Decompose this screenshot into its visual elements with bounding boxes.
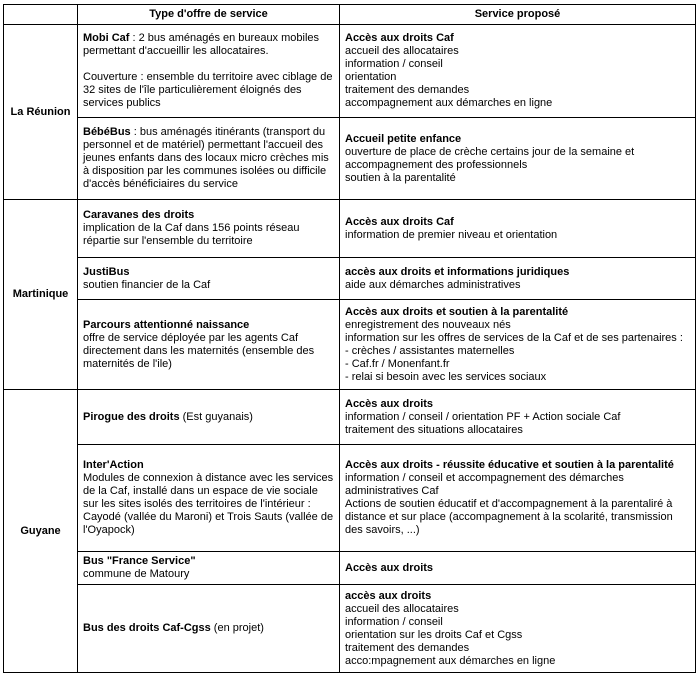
text-line: - relai si besoin avec les services sociaux	[345, 370, 547, 383]
text-line: soutien financier de la Caf	[83, 278, 211, 291]
table-body	[4, 25, 696, 673]
column-header-2: Service proposé	[340, 5, 696, 25]
text-line: Mobi Caf : 2 bus aménagés en bureaux mobiles permettant d'accueillir les allocataires.	[83, 32, 320, 57]
text-line: Couverture : ensemble du territoire avec ciblage de 32 sites de l'île particulièrement éloignés des services publics	[83, 71, 333, 109]
text-line: information / conseil et accompagnement des démarches administratives Caf	[345, 472, 624, 497]
text-line: information / conseil	[345, 615, 443, 628]
region-cell: Guyane	[4, 390, 78, 673]
text-line: Caravanes des droits	[83, 209, 195, 221]
text-line: commune de Matoury	[83, 568, 190, 580]
service-cell	[340, 585, 696, 673]
type-cell	[78, 25, 340, 118]
column-header-0	[4, 5, 78, 25]
service-cell	[340, 200, 696, 258]
text-line	[83, 58, 334, 71]
service-cell	[340, 25, 696, 118]
text-line: traitement des demandes	[345, 641, 470, 654]
text-line: traitement des situations allocataires	[345, 423, 523, 436]
text-line: accès aux droits et informations juridiques	[345, 265, 570, 278]
text-line: - crèches / assistantes maternelles	[345, 344, 515, 357]
text-line: Accès aux droits Caf	[345, 215, 454, 228]
text-line: accompagnement aux démarches en ligne	[345, 97, 553, 109]
table-row	[4, 445, 696, 552]
text-line: information / conseil	[345, 58, 443, 70]
service-offers-table	[3, 4, 696, 673]
text-line: Accès aux droits et soutien à la parentalité	[345, 305, 569, 318]
table-row	[4, 300, 696, 390]
service-cell	[340, 390, 696, 445]
text-line: acco:mpagnement aux démarches en ligne	[345, 654, 556, 667]
type-cell	[78, 300, 340, 390]
column-header-1: Type d'offre de service	[78, 5, 340, 25]
service-cell	[340, 258, 696, 300]
text-line: information / conseil / orientation PF + Action sociale Caf	[345, 410, 621, 423]
text-line: Accès aux droits Caf	[345, 32, 454, 44]
text-line: implication de la Caf dans 156 points réseau répartie sur l'ensemble du territoire	[83, 222, 300, 247]
service-cell	[340, 445, 696, 552]
text-line: enregistrement des nouveaux nés	[345, 318, 511, 331]
type-cell	[78, 390, 340, 445]
text-line: accès aux droits	[345, 589, 432, 602]
text-line: Accueil petite enfance	[345, 132, 462, 145]
text-line: Accès aux droits	[345, 397, 434, 410]
table-row	[4, 390, 696, 445]
text-line: information de premier niveau et orientation	[345, 228, 558, 241]
text-line: Accès aux droits - réussite éducative et soutien à la parentalité	[345, 459, 674, 471]
region-cell: La Réunion	[4, 25, 78, 200]
service-cell	[340, 118, 696, 200]
text-line: Bus "France Service"	[83, 555, 196, 567]
text-line: ouverture de place de crèche certains jour de la semaine et accompagnement des professionnels	[345, 145, 635, 171]
text-line: Bus des droits Caf-Cgss (en projet)	[83, 622, 264, 634]
text-line: information sur les offres de services de la Caf et de ses partenaires :	[345, 331, 683, 344]
table-row	[4, 552, 696, 585]
type-cell	[78, 200, 340, 258]
type-cell	[78, 552, 340, 585]
table-row	[4, 200, 696, 258]
text-line: orientation sur les droits Caf et Cgss	[345, 628, 523, 641]
type-cell	[78, 258, 340, 300]
type-cell	[78, 445, 340, 552]
region-cell: Martinique	[4, 200, 78, 390]
text-line: Parcours attentionné naissance	[83, 318, 250, 331]
header-row	[4, 5, 696, 25]
service-cell	[340, 552, 696, 585]
text-line: soutien à la parentalité	[345, 171, 456, 184]
text-line: BébéBus : bus aménagés itinérants (transport du personnel et de matériel) permettant l'accueil des jeunes enfants dans des locaux micro crèches mis à disposition par les communes isolées ou difficile d'accès bénéficiaires du service	[83, 126, 329, 190]
text-line: Actions de soutien éducatif et d'accompagnement à la parentaliré à distance et sur place (accompagnement à la scolarité, transmission des savoirs, ...)	[345, 498, 673, 536]
table-row	[4, 585, 696, 673]
type-cell	[78, 585, 340, 673]
text-line: - Caf.fr / Monenfant.fr	[345, 357, 450, 370]
text-line: accueil des allocataires	[345, 602, 459, 615]
table-row	[4, 118, 696, 200]
text-line: orientation	[345, 71, 397, 83]
text-line: JustiBus	[83, 265, 130, 278]
text-line: offre de service déployée par les agents Caf directement dans les maternités (ensemble des maternités de l'ile)	[83, 331, 315, 370]
text-line: Inter'Action	[83, 459, 144, 471]
type-cell	[78, 118, 340, 200]
table-row	[4, 258, 696, 300]
text-line: Modules de connexion à distance avec les services de la Caf, installé dans un espace de vie sociale sur les sites isolés des territoires de l'intérieur : Cayodé (vallée du Maroni) et Trois Sauts (vallée de l'Oyapock)	[83, 472, 334, 536]
text-line: accueil des allocataires	[345, 45, 459, 57]
table-row	[4, 25, 696, 118]
text-line: aide aux démarches administratives	[345, 278, 521, 291]
text-line: Pirogue des droits (Est guyanais)	[83, 410, 253, 423]
text-line: traitement des demandes	[345, 84, 470, 96]
text-line: Accès aux droits	[345, 561, 434, 574]
service-cell	[340, 300, 696, 390]
